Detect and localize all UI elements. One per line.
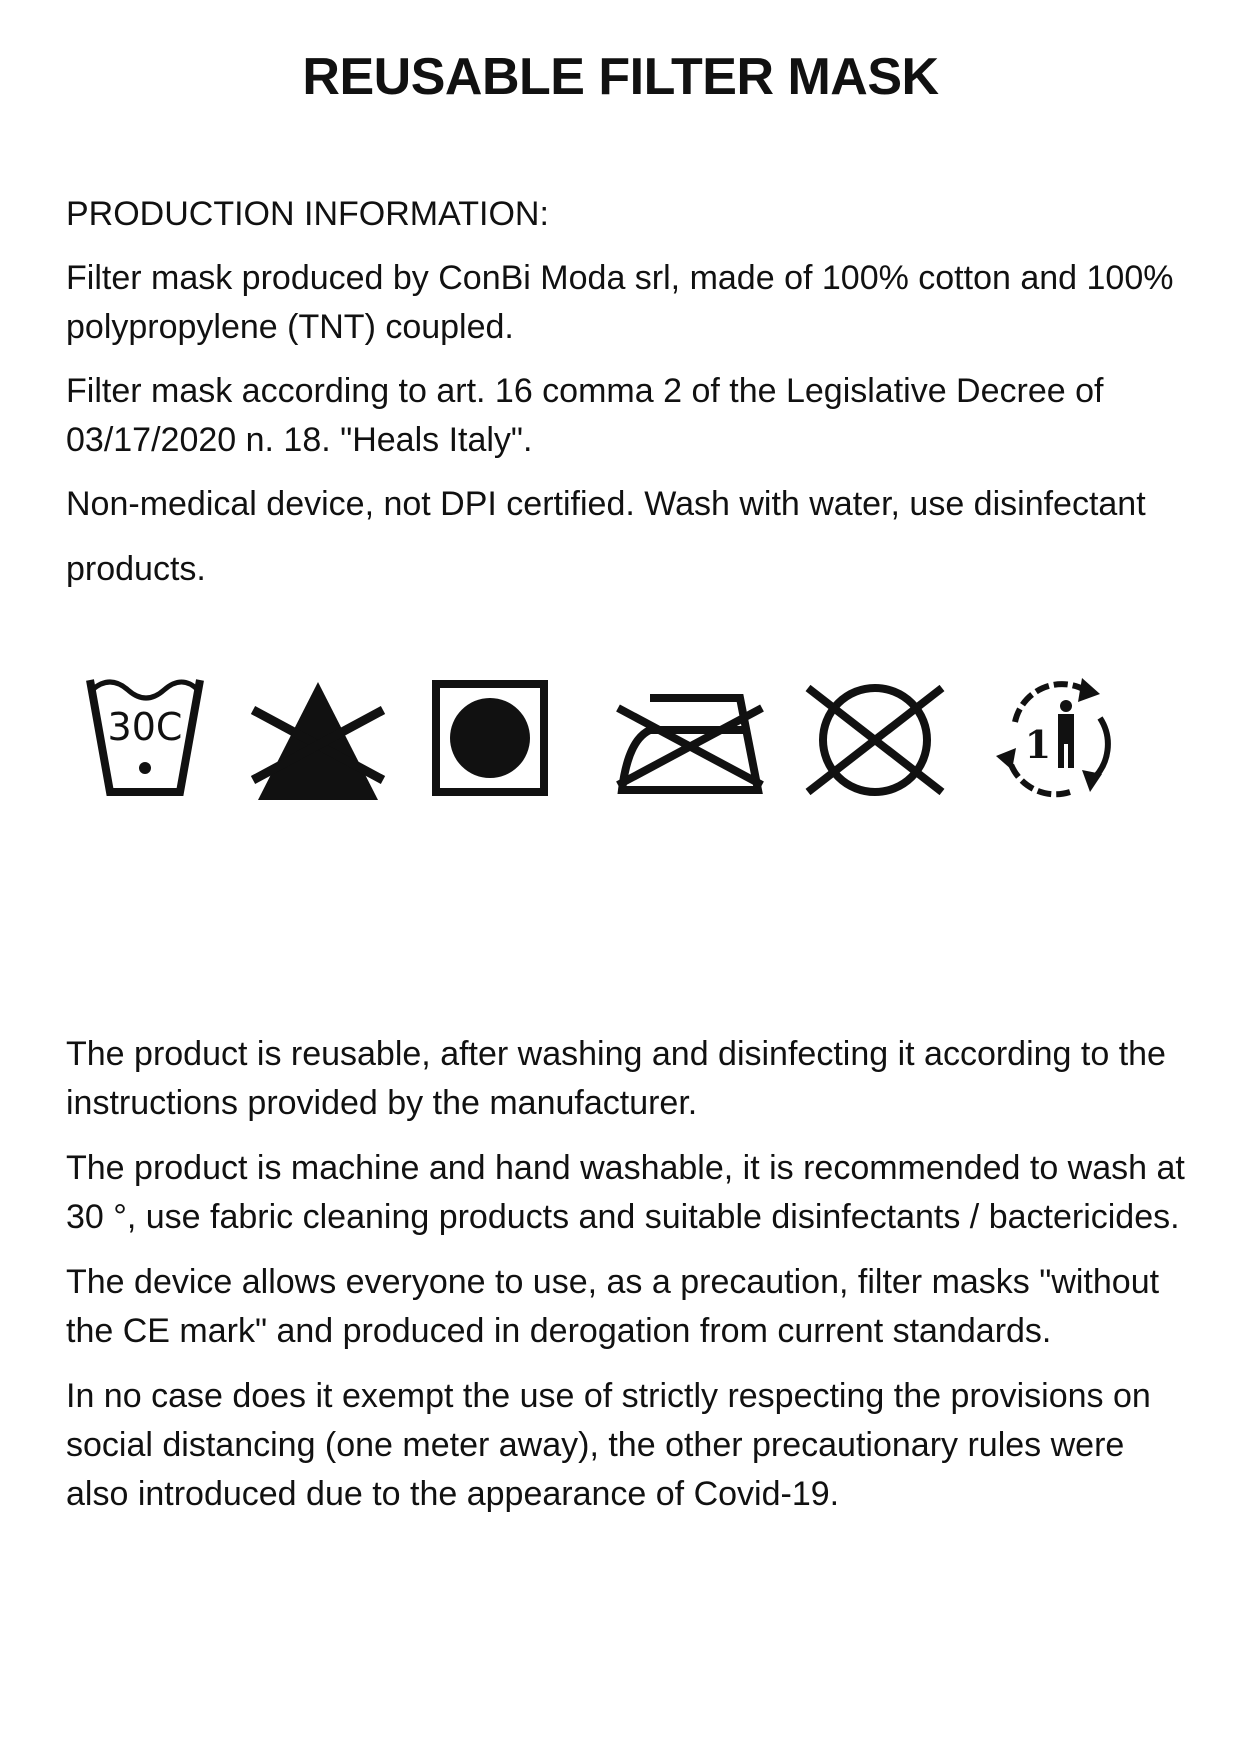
wash-30c-icon [80,670,210,810]
paragraph-ce-mark: The device allows everyone to use, as a precaution, filter masks "without the CE mark" and produced in derogation from current standards. [66,1263,1160,1350]
paragraph-manufacturer: Filter mask produced by ConBi Moda srl, made of 100% cotton and 100% polypropylene (TNT) coupled. [66,259,1174,346]
document-title: REUSABLE FILTER MASK [302,48,939,106]
single-user-reuse-icon [990,670,1120,805]
wash-temperature-label: 30C [107,705,183,749]
single-user-number: 1 [1024,722,1052,767]
paragraph-non-medical: Non-medical device, not DPI certified. Wash with water, use disinfectant products. [66,485,1146,588]
tumble-dry-icon [430,678,550,798]
usage-info-section [66,1030,1186,1535]
paragraph-reusable: The product is reusable, after washing and disinfecting it according to the instructions provided by the manufacturer. [66,1035,1166,1122]
care-symbols-row [80,670,1150,890]
paragraph-washing: The product is machine and hand washable, it is recommended to wash at 30 °, use fabric cleaning products and suitable disinfectants / bactericides. [66,1149,1185,1236]
no-bleach-icon [248,670,388,810]
paragraph-social-distancing: In no case does it exempt the use of strictly respecting the provisions on social distancing (one meter away), the other precautionary rules were also introduced due to the appearance of Covid-19. [66,1377,1151,1513]
paragraph-legislation: Filter mask according to art. 16 comma 2 of the Legislative Decree of 03/17/2020 n. 18. "Heals Italy". [66,372,1104,459]
production-info-section [66,190,1186,617]
production-heading: PRODUCTION INFORMATION: [66,195,549,233]
no-iron-icon [610,680,770,800]
no-dry-clean-icon [800,676,950,804]
